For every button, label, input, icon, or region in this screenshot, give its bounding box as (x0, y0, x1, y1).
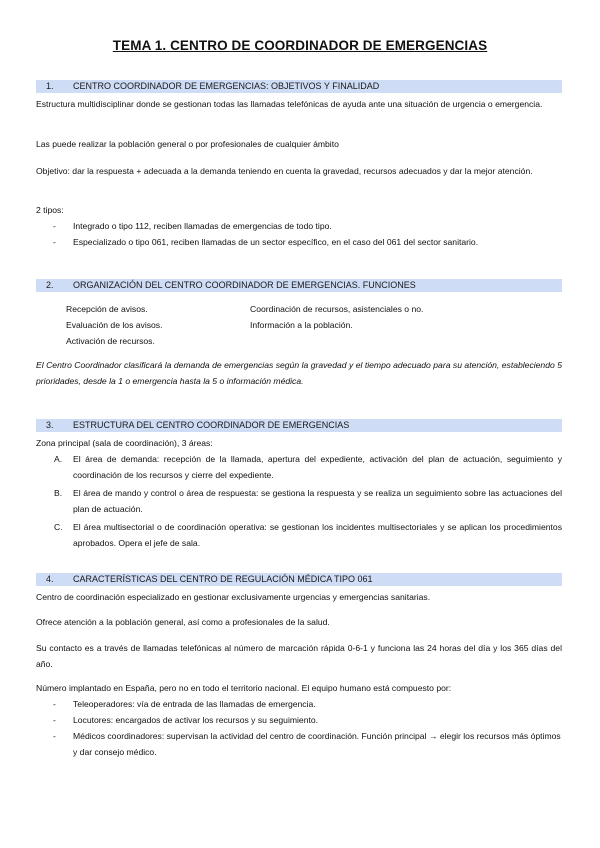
functions-right-column (250, 301, 423, 333)
list-item: - Teleoperadores: vía de entrada de las llamadas de emergencia. (36, 696, 562, 712)
bullet-dash: - (53, 221, 56, 231)
list-item: - Locutores: encargados de activar los recursos y su seguimiento. (36, 712, 562, 728)
priority-note: El Centro Coordinador clasificará la demanda de emergencias según la gravedad y el tiempo adecuado para su atención, estableciendo 5 prioridades, desde la 1 o emergencia hasta la 5 o información médica. (36, 360, 562, 386)
paragraph: Estructura multidisciplinar donde se gestionan todas las llamadas telefónicas de ayuda ante una situación de urgencia o emergencia. (36, 99, 543, 109)
section-2-header (36, 279, 562, 292)
bullet-dash: - (53, 715, 56, 725)
section-number: 2. (46, 280, 54, 290)
type-list (36, 218, 562, 250)
paragraph: Centro de coordinación especializado en gestionar exclusivamente urgencias y emergencias sanitarias. (36, 592, 431, 602)
bullet-dash: - (53, 731, 56, 741)
paragraph: Número implantado en España, pero no en todo el territorio nacional. El equipo humano está compuesto por: (36, 683, 452, 693)
paragraph: Las puede realizar la población general o por profesionales de cualquier ámbito (36, 139, 339, 149)
section-title: CARACTERÍSTICAS DEL CENTRO DE REGULACIÓN MÉDICA TIPO 061 (73, 574, 373, 584)
areas-list (36, 451, 562, 553)
function-item: Activación de recursos. (66, 336, 155, 346)
function-item: Información a la población. (250, 320, 353, 330)
section-number: 1. (46, 81, 54, 91)
function-item: Evaluación de los avisos. (66, 320, 163, 330)
page-title: TEMA 1. CENTRO DE COORDINADOR DE EMERGENCIAS (112, 38, 488, 53)
section-1-header (36, 80, 562, 93)
list-item: - Especializado o tipo 061, reciben llamadas de un sector específico, en el caso del 061 del sector sanitario. (36, 234, 562, 250)
team-list (36, 696, 562, 760)
paragraph: Objetivo: dar la respuesta + adecuada a la demanda teniendo en cuenta la gravedad, recursos adecuados y dar la mejor atención. (36, 166, 533, 176)
paragraph: Ofrece atención a la población general, así como a profesionales de la salud. (36, 617, 330, 627)
section-number: 3. (46, 420, 54, 430)
section-title: ORGANIZACIÓN DEL CENTRO COORDINADOR DE EMERGENCIAS. FUNCIONES (73, 280, 416, 290)
list-marker: A. (54, 454, 63, 464)
function-item: Recepción de avisos. (66, 304, 148, 314)
bullet-dash: - (53, 699, 56, 709)
list-item: B. El área de mando y control o área de respuesta: se gestiona la respuesta y se realiza un seguimiento sobre las actuaciones del plan de actuación. (36, 485, 562, 517)
list-marker: B. (54, 488, 63, 498)
section-number: 4. (46, 574, 54, 584)
section-3-header (36, 419, 562, 432)
list-item: - Médicos coordinadores: supervisan la actividad del centro de coordinación. Función principal → elegir los recursos más óptimos y dar consejo médico. (36, 728, 562, 760)
list-item: A. El área de demanda: recepción de la llamada, apertura del expediente, activación del plan de actuación, seguimiento y coordinación de los recursos y cierre del expediente. (36, 451, 562, 483)
list-marker: C. (54, 522, 63, 532)
section-title: CENTRO COORDINADOR DE EMERGENCIAS: OBJETIVOS Y FINALIDAD (73, 81, 380, 91)
functions-left-column (66, 301, 163, 349)
section-4-header (36, 573, 562, 586)
paragraph: Su contacto es a través de llamadas telefónicas al número de marcación rápida 0-6-1 y funciona las 24 horas del día y los 365 días del año. (36, 643, 562, 669)
section-title: ESTRUCTURA DEL CENTRO COORDINADOR DE EMERGENCIAS (73, 420, 350, 430)
bullet-dash: - (53, 237, 56, 247)
paragraph: Zona principal (sala de coordinación), 3 áreas: (36, 438, 213, 448)
list-item: C. El área multisectorial o de coordinación operativa: se gestionan los incidentes multisectoriales y se aplican los procedimientos aprobados. Opera el jefe de sala. (36, 519, 562, 551)
list-item: - Integrado o tipo 112, reciben llamadas de emergencias de todo tipo. (36, 218, 562, 234)
paragraph: 2 tipos: (36, 205, 64, 215)
function-item: Coordinación de recursos, asistenciales o no. (250, 304, 424, 314)
